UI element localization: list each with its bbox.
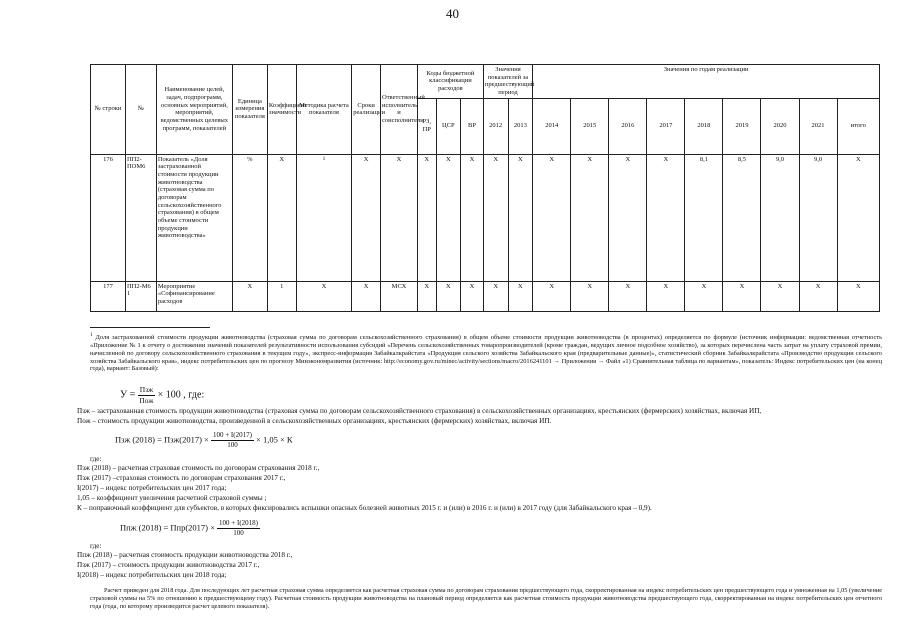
vr-cell: Х [461, 154, 484, 281]
row-no-cell: 177 [91, 281, 126, 311]
formula-insured-numerator: 100 + I(2017) [212, 431, 252, 439]
method-cell [296, 154, 352, 281]
formula-share-rest: × 100 , где: [157, 389, 205, 401]
value-2016-cell: Х [609, 154, 647, 281]
definition-line: Пзж (2018) – расчетная страховая стоимость по договорам страхования 2018 г., [77, 464, 320, 472]
formula-insured-value [115, 432, 293, 449]
definition-line: I(2017) – индекс потребительских цен 2017 года; [77, 484, 227, 492]
header-year-values: Значения по годам реализации [533, 65, 880, 99]
formula-share [120, 386, 204, 404]
csr-cell: Х [436, 281, 461, 311]
value-2012-cell: Х [483, 281, 508, 311]
value-2019-cell: 8,5 [723, 154, 761, 281]
formula-insured-lhs: Пзж (2018) = Пзж(2017) × [115, 434, 209, 445]
header-2014: 2014 [533, 98, 571, 154]
header-2018: 2018 [685, 98, 723, 154]
terms-cell: Х [352, 154, 381, 281]
definition-line: Пож – стоимость продукции животноводства, произведенной в сельскохозяйственных организациях, крестьянских (фермерских) хозяйствах, включая ИП. [77, 417, 552, 425]
formula-share-numerator: Пзж [139, 385, 154, 394]
formula-share-lhs: У = [120, 389, 136, 401]
calculation-note: Расчет приведен для 2018 года. Для последующих лет расчетная страховая сумма определяется как расчетная страховая сумма по договорам страхования предшествующего года, скорректированная на индекс потребительских цен предшествующего года и умноженная на 1,05 (увеличение страховой суммы на 5% по отношению к предшествующему году). Расчетная стоимость продукции животноводства на плановый период определяется как расчетная стоимость продукции животноводства предшествующего года, скорректированная на индекс потребительских цен отчетного года (года, по которому производится расчет целевого показателя). [90, 587, 882, 610]
header-resp: Ответственный исполнитель и соисполнители [381, 65, 418, 155]
value-2021-cell: 9,0 [799, 154, 837, 281]
header-row-no: № строки [91, 65, 126, 155]
method-cell: Х [296, 281, 352, 311]
header-budget-codes: Коды бюджетной классификации расходов [418, 65, 484, 99]
value-2018-cell: 8,1 [685, 154, 723, 281]
row-no-cell: 176 [91, 154, 126, 281]
value-2021-cell: Х [799, 281, 837, 311]
header-rz: РЗ, ПР [418, 98, 437, 154]
table-row [91, 154, 880, 281]
header-2012: 2012 [483, 98, 508, 154]
header-2013: 2013 [508, 98, 533, 154]
where-label: где: [90, 455, 102, 463]
header-2016: 2016 [609, 98, 647, 154]
formula-production-fraction [217, 520, 260, 537]
formula-share-fraction [138, 386, 155, 404]
formula-insured-denominator: 100 [227, 441, 238, 449]
vr-cell: Х [461, 281, 484, 311]
value-2017-cell: Х [647, 281, 685, 311]
footnote-separator [90, 327, 210, 328]
definition-line: Пзж (2017) –страховая стоимость по договорам страхования 2017 г., [77, 474, 286, 482]
rz-cell: Х [418, 281, 437, 311]
header-method: Методика расчета показателя [296, 65, 352, 155]
value-2013-cell: Х [508, 154, 533, 281]
resp-cell: Х [381, 154, 418, 281]
value-2012-cell: Х [483, 154, 508, 281]
header-unit: Единица измерения показателя [232, 65, 267, 155]
total-cell: Х [837, 154, 879, 281]
footnote-text: Доля застрахованной стоимости продукции животноводства (страховая сумма по договорам сельскохозяйственного страхования) в общем объеме стоимости продукции животноводства (в процентах) определяется по формуле (источник информации: ведомственная отчетность «Приложение № 1 к отчету о достижении значений показателей результативности использования субсидий «Перечень сельскохозяйственных товаропроизводителей (кроме граждан, ведущих личное подсобное хозяйство), за которых перечислена часть затрат на уплату страховой премии, начисленной по договору сельскохозяйственного страхования в текущем году», экспресс-информация Забайкалкрайстата «Продукция сельского хозяйства Забайкальского края (предварительные данные)», статистический сборник Забайкалкрайстата «Производство продукции сельского хозяйства Забайкальского края», индекс потребительских цен по прогнозу Минэкономразвития (источник: http://economy.gov.ru/minec/activity/sections/macro/2016241101 → Приложения → Файл «1) Сравнительная таблица по вариантам», показатель: Индекс потребительских цен (на конец года), вариант: Базовый): [90, 334, 883, 373]
header-2015: 2015 [571, 98, 609, 154]
value-2016-cell: Х [609, 281, 647, 311]
definition-line: К – поправочный коэффициент для субъектов, в которых фиксировались вспышки опасных болезней животных 2015 г. и (или) в 2016 г. и (или) в 2017 году (для Забайкальского края – 0,9). [77, 504, 652, 512]
header-2019: 2019 [723, 98, 761, 154]
footnote [90, 332, 882, 373]
header-prev-values: Значения показателей за предшествующий период [483, 65, 532, 99]
unit-cell: % [232, 154, 267, 281]
unit-cell: Х [232, 281, 267, 311]
value-2015-cell: Х [571, 281, 609, 311]
name-cell: Показатель «Доля застрахованной стоимости продукции животноводства (страховая сумма по договорам сельскохозяйственного страхования) в общем объеме стоимости продукции животноводства» [156, 154, 232, 281]
method-footnote-mark: 1 [322, 155, 326, 162]
definition-line: Ппж (2018) – расчетная стоимость продукции животноводства 2018 г., [77, 551, 293, 559]
formula-share-denominator: Пож [139, 395, 154, 405]
header-terms: Сроки реализации [352, 65, 381, 155]
name-cell: Мероприятие «Софинансирование расходов [156, 281, 232, 311]
coef-cell: Х [267, 154, 296, 281]
where-label: где: [90, 542, 102, 550]
formula-production-value [120, 520, 260, 537]
value-2020-cell: 9,0 [761, 154, 799, 281]
value-2013-cell: Х [508, 281, 533, 311]
formula-production-denominator: 100 [233, 529, 244, 537]
table-row [91, 281, 880, 311]
header-no: № [125, 65, 156, 155]
csr-cell: Х [436, 154, 461, 281]
terms-cell: Х [352, 281, 381, 311]
code-cell: ПП2-М6 1 [125, 281, 156, 311]
code-cell: ПП2-ПОМ6 [125, 154, 156, 281]
resp-cell: МСХ [381, 281, 418, 311]
page-number: 40 [446, 6, 459, 21]
coef-cell: 1 [267, 281, 296, 311]
header-csr: ЦСР [436, 98, 461, 154]
definition-line: 1,05 – коэффициент увеличения расчетной страховой суммы ; [77, 494, 267, 502]
value-2017-cell: Х [647, 154, 685, 281]
header-total: итого [837, 98, 879, 154]
header-2021: 2021 [799, 98, 837, 154]
rz-cell: Х [418, 154, 437, 281]
header-2020: 2020 [761, 98, 799, 154]
footnote-mark: 1 [90, 332, 93, 338]
formula-insured-rest: × 1,05 × К [256, 434, 293, 445]
header-2017: 2017 [647, 98, 685, 154]
value-2019-cell: Х [723, 281, 761, 311]
formula-production-lhs: Ппж (2018) = Ппр(2017) × [120, 522, 215, 533]
program-indicators-table [90, 64, 880, 312]
formula-production-numerator: 100 + I(2018) [219, 519, 258, 527]
definition-line: I(2018) – индекс потребительских цен 2018 года; [77, 571, 227, 579]
header-coef: Коэффициент значимости [267, 65, 296, 155]
value-2014-cell: Х [533, 154, 571, 281]
value-2018-cell: Х [685, 281, 723, 311]
header-name: Наименование целей, задач, подпрограмм, основных мероприятий, мероприятий, ведомственных целевых программ, показателей [156, 65, 232, 155]
total-cell: Х [837, 281, 879, 311]
definition-line: Пзж – застрахованная стоимость продукции животноводства (страховая сумма по договорам сельскохозяйственного страхования) в сельскохозяйственных организациях, крестьянских (фермерских) хозяйствах, включая ИП, [77, 407, 762, 415]
formula-insured-fraction [211, 432, 254, 449]
value-2015-cell: Х [571, 154, 609, 281]
value-2020-cell: Х [761, 281, 799, 311]
definition-line: Пзж (2017) – стоимость продукции животноводства 2017 г., [77, 561, 260, 569]
value-2014-cell: Х [533, 281, 571, 311]
header-vr: ВР [461, 98, 484, 154]
